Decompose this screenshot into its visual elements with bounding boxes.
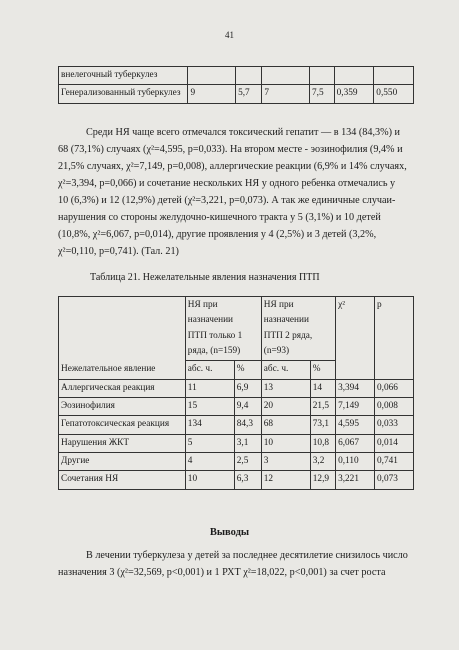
table-cell: 0,359 xyxy=(334,85,374,103)
table-cell: 0,073 xyxy=(375,471,414,489)
text-line: 21,5% случаях, χ²=7,149, p=0,008), аллергические реакции (6,9% и 14% случаях, xyxy=(58,161,407,172)
header-p-value: p xyxy=(375,297,414,380)
table-row xyxy=(59,471,414,489)
header-line: ряда, (n=159) xyxy=(187,345,241,356)
header-line: ПТП только 1 xyxy=(187,330,243,341)
table-cell: Эозинофилия xyxy=(59,397,186,415)
table-cell: 12,9 xyxy=(310,471,335,489)
table-row xyxy=(59,434,414,452)
text-line: Среди НЯ чаще всего отмечался токсический гепатит — в 134 (84,3%) и xyxy=(86,127,400,138)
header-line: НЯ при xyxy=(263,300,294,310)
text-line: В лечении туберкулеза у детей за последнее десятилетие снизилось число xyxy=(86,550,408,561)
table-cell: 9,4 xyxy=(234,397,261,415)
text-line: χ²=0,110, p=0,741). (Тал. 21) xyxy=(58,246,179,257)
table-header-row xyxy=(59,297,414,361)
table-cell xyxy=(374,67,414,85)
table-cell xyxy=(188,67,236,85)
table-cell: 5 xyxy=(185,434,234,452)
table-cell: 4 xyxy=(185,452,234,470)
header-adverse-event: Нежелательное явление xyxy=(59,297,186,380)
table-cell: 13 xyxy=(261,379,310,397)
table-cell: Другие xyxy=(59,452,186,470)
table-cell: 6,067 xyxy=(336,434,375,452)
table-cell: Генерализованный туберкулез xyxy=(59,85,188,103)
table-cell: 7 xyxy=(262,85,310,103)
header-line: ПТП 2 ряда, xyxy=(263,330,313,341)
table-21 xyxy=(58,296,414,490)
text-line: (10,8%, χ²=6,067, p=0,014), другие проявления у 4 (2,5%) и 3 детей (3,2%, xyxy=(58,229,377,240)
paragraph-adverse-events xyxy=(58,124,420,260)
table-cell: 134 xyxy=(185,416,234,434)
text-line: 10 (6,3%) и 12 (12,9%) детей (χ²=3,221, p=0,073). А так же единичные случаи- xyxy=(58,195,396,206)
table-cell: 0,033 xyxy=(375,416,414,434)
table-cell: 84,3 xyxy=(234,416,261,434)
table-title: Таблица 21. Нежелательные явления назначения ПТП xyxy=(90,272,320,283)
table-cell: 12 xyxy=(261,471,310,489)
table-cell: 2,5 xyxy=(234,452,261,470)
table-cell: Нарушения ЖКТ xyxy=(59,434,186,452)
table-cell: внелегочный туберкулез xyxy=(59,67,188,85)
table-cell: 10 xyxy=(261,434,310,452)
header-line: (n=93) xyxy=(263,345,290,356)
table-cell: 3,1 xyxy=(234,434,261,452)
subheader-abs: абс. ч. xyxy=(261,361,310,379)
table-cell xyxy=(309,67,334,85)
table-cell xyxy=(334,67,374,85)
table-cell: 0,066 xyxy=(375,379,414,397)
table-cell: 73,1 xyxy=(310,416,335,434)
table-cell: 5,7 xyxy=(236,85,262,103)
subheader-pct: % xyxy=(310,361,335,379)
table-cell: 11 xyxy=(185,379,234,397)
table-cell: 21,5 xyxy=(310,397,335,415)
table-cell: 14 xyxy=(310,379,335,397)
table-cell: Гепатотоксическая реакция xyxy=(59,416,186,434)
table-cell: 0,008 xyxy=(375,397,414,415)
table-cell: 7,149 xyxy=(336,397,375,415)
table-cell: 10,8 xyxy=(310,434,335,452)
text-line: 68 (73,1%) случаях (χ²=4,595, p=0,033). На втором месте - эозинофилия (9,4% и xyxy=(58,144,403,155)
table-cell: Сочетания НЯ xyxy=(59,471,186,489)
table-row xyxy=(59,67,414,85)
table-continuation xyxy=(58,66,414,104)
header-line: НЯ при xyxy=(187,300,218,310)
text-line: нарушения со стороны желудочно-кишечного тракта у 5 (3,1%) и 10 детей xyxy=(58,212,381,223)
header-line: назначении xyxy=(263,315,309,326)
table-cell: 4,595 xyxy=(336,416,375,434)
table-cell: 0,550 xyxy=(374,85,414,103)
table-cell: 15 xyxy=(185,397,234,415)
table-cell: 3 xyxy=(261,452,310,470)
header-chi-square: χ² xyxy=(336,297,375,380)
table-row xyxy=(59,85,414,103)
section-heading-conclusions: Выводы xyxy=(209,527,250,538)
paragraph-conclusions xyxy=(58,547,420,581)
table-cell: Аллергическая реакция xyxy=(59,379,186,397)
table-cell: 0,741 xyxy=(375,452,414,470)
table-cell: 10 xyxy=(185,471,234,489)
table-cell: 0,014 xyxy=(375,434,414,452)
text-line: χ²=3,394, p=0,066) и сочетание нескольких НЯ у одного ребенка отмечались у xyxy=(58,178,396,189)
table-cell: 68 xyxy=(261,416,310,434)
subheader-pct: % xyxy=(234,361,261,379)
table-cell: 6,9 xyxy=(234,379,261,397)
table-row xyxy=(59,416,414,434)
table-cell xyxy=(236,67,262,85)
table-row xyxy=(59,397,414,415)
table-cell: 6,3 xyxy=(234,471,261,489)
table-row xyxy=(59,379,414,397)
table-cell: 0,110 xyxy=(336,452,375,470)
text-line: назначения 3 (χ²=32,569, p<0,001) и 1 РХТ χ²=18,022, p<0,001) за счет роста xyxy=(58,567,386,578)
subheader-abs: абс. ч. xyxy=(185,361,234,379)
table-cell: 3,221 xyxy=(336,471,375,489)
table-cell: 9 xyxy=(188,85,236,103)
page-number: 41 xyxy=(225,30,234,40)
header-line: назначении xyxy=(187,315,234,326)
table-cell: 7,5 xyxy=(309,85,334,103)
header-first-line xyxy=(185,297,261,361)
table-row xyxy=(59,452,414,470)
table-cell: 3,2 xyxy=(310,452,335,470)
table-cell: 20 xyxy=(261,397,310,415)
header-second-line xyxy=(261,297,335,361)
table-cell: 3,394 xyxy=(336,379,375,397)
table-cell xyxy=(262,67,310,85)
